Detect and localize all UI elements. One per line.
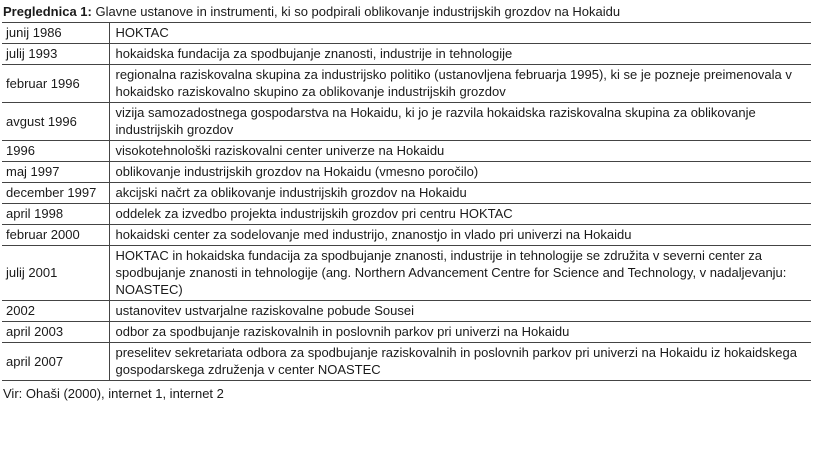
table-row xyxy=(2,322,811,343)
row-description: HOKTAC in hokaidska fundacija za spodbujanje znanosti, industrije in tehnologije se združita v severni center za spodbujanje znanosti in tehnologije (ang. Northern Advancement Centre for Science and Technology, v nadaljevanju: NOASTEC) xyxy=(115,248,787,297)
row-description: regionalna raziskovalna skupina za industrijsko politiko (ustanovljena februarja 1995), ki se je pozneje preimenovala v hokaidsko raziskovalno skupino za oblikovanje industrijskih grozdov xyxy=(115,67,792,99)
table-row xyxy=(2,301,811,322)
table-row xyxy=(2,23,811,44)
source-note: Vir: Ohaši (2000), internet 1, internet 2 xyxy=(3,386,224,401)
row-date: april 2003 xyxy=(2,322,109,343)
row-description: hokaidska fundacija za spodbujanje znanosti, industrije in tehnologije xyxy=(115,46,513,61)
row-date: 1996 xyxy=(2,141,109,162)
row-description: oddelek za izvedbo projekta industrijskih grozdov pri centru HOKTAC xyxy=(115,206,513,221)
caption-title: Glavne ustanove in instrumenti, ki so podpirali oblikovanje industrijskih grozdov na Hokaidu xyxy=(95,4,621,19)
table-row xyxy=(2,103,811,141)
row-description: preselitev sekretariata odbora za spodbujanje raziskovalnih in poslovnih parkov pri univerzi na Hokaidu iz hokaidskega gospodarskega združenja v center NOASTEC xyxy=(115,345,797,377)
row-description: vizija samozadostnega gospodarstva na Hokaidu, ki jo je razvila hokaidska raziskovalna skupina za oblikovanje industrijskih grozdov xyxy=(115,105,756,137)
row-description: ustanovitev ustvarjalne raziskovalne pobude Sousei xyxy=(115,303,414,318)
table-row xyxy=(2,204,811,225)
table-row xyxy=(2,343,811,381)
row-date: 2002 xyxy=(2,301,109,322)
row-description: hokaidski center za sodelovanje med industrijo, znanostjo in vlado pri univerzi na Hokaidu xyxy=(115,227,632,242)
row-description: visokotehnološki raziskovalni center univerze na Hokaidu xyxy=(115,143,445,158)
row-date: maj 1997 xyxy=(2,162,109,183)
row-description: odbor za spodbujanje raziskovalnih in poslovnih parkov pri univerzi na Hokaidu xyxy=(115,324,570,339)
row-date: december 1997 xyxy=(2,183,109,204)
timeline-table xyxy=(2,22,811,381)
row-date: junij 1986 xyxy=(2,23,109,44)
table-row xyxy=(2,246,811,301)
table-row xyxy=(2,225,811,246)
row-description: oblikovanje industrijskih grozdov na Hokaidu (vmesno poročilo) xyxy=(115,164,479,179)
row-date: februar 2000 xyxy=(2,225,109,246)
row-date: februar 1996 xyxy=(2,65,109,103)
row-date: julij 1993 xyxy=(2,44,109,65)
table-row xyxy=(2,183,811,204)
table-caption xyxy=(3,4,811,22)
row-description: akcijski načrt za oblikovanje industrijskih grozdov na Hokaidu xyxy=(115,185,467,200)
table-row xyxy=(2,44,811,65)
row-date: avgust 1996 xyxy=(2,103,109,141)
timeline-table-body xyxy=(2,23,811,381)
row-date: april 1998 xyxy=(2,204,109,225)
table-row xyxy=(2,65,811,103)
row-description: HOKTAC xyxy=(115,25,169,40)
row-date: april 2007 xyxy=(2,343,109,381)
table-row xyxy=(2,141,811,162)
table-row xyxy=(2,162,811,183)
row-date: julij 2001 xyxy=(2,246,109,301)
caption-label: Preglednica 1: xyxy=(3,4,92,19)
